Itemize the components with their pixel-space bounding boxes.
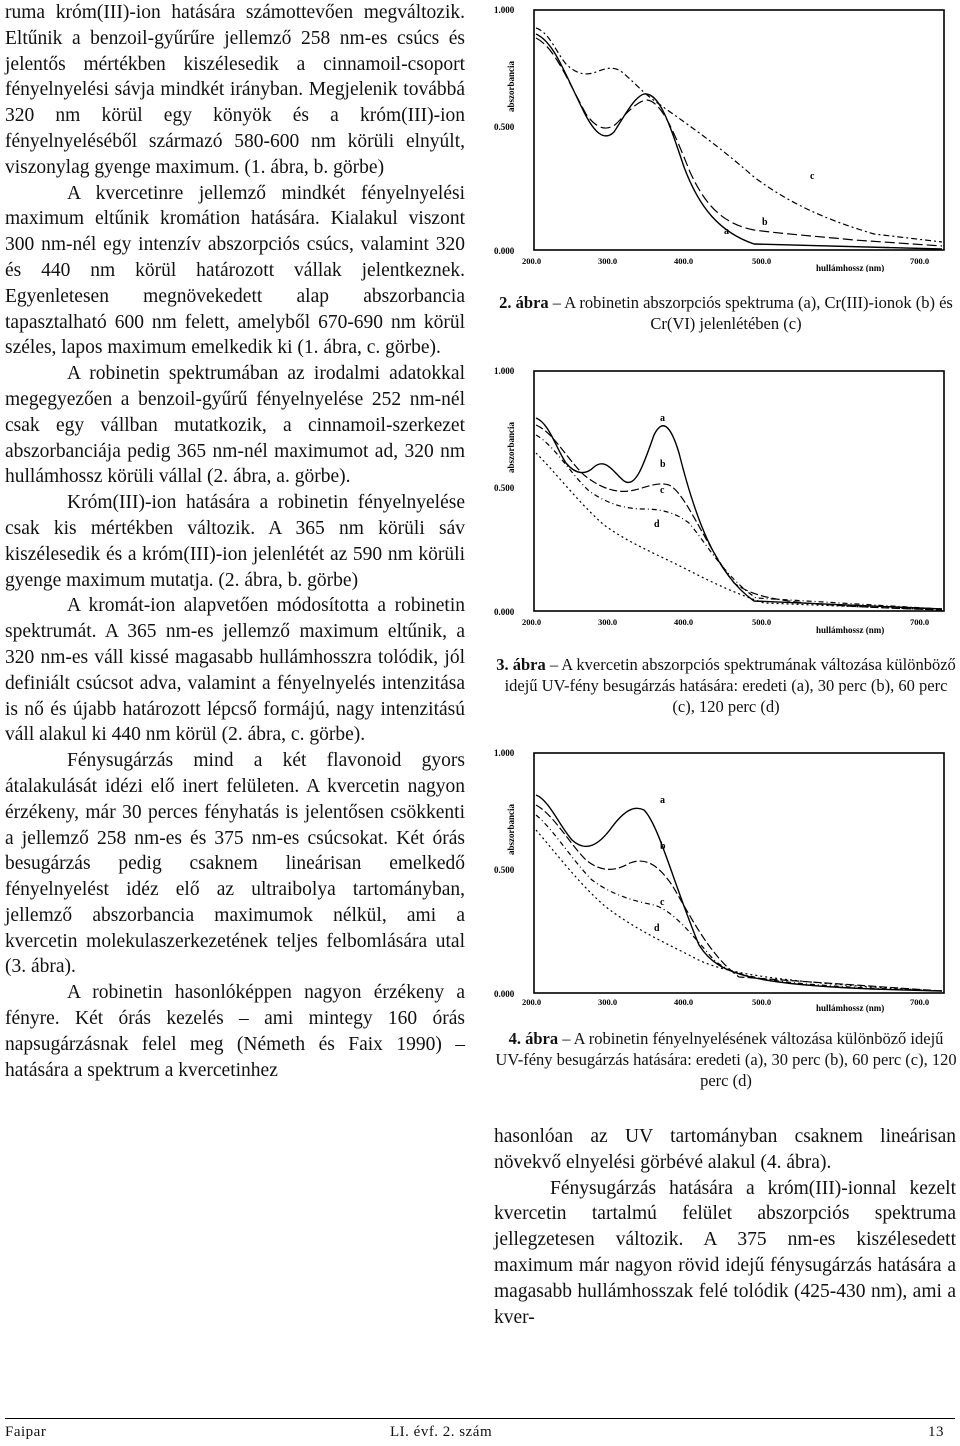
figure-2-caption	[494, 292, 958, 334]
x-tick-500: 500.0	[752, 617, 772, 627]
y-tick-min: 0.000	[494, 607, 515, 617]
y-tick-max: 1.000	[494, 5, 515, 15]
caption-2-number: 2. ábra	[499, 293, 549, 312]
y-tick-mid: 0.500	[494, 865, 515, 875]
curve-label-b: b	[762, 217, 768, 228]
y-axis-label: abszorbancia	[506, 421, 516, 473]
curve-label-b: b	[660, 841, 666, 852]
footer-volume: LI. évf. 2. szám	[390, 1424, 493, 1440]
y-tick-max: 1.000	[494, 748, 515, 758]
paragraph-6: Fénysugárzás mind a két flavonoid gyors átalakulását idézi elő inert felületen. A kvercetin nagyon érzékeny, már 30 perces fényhatás is jelentősen csökkenti a jellemző 258 nm-es és 375 nm-es csúcsokat. Két órás besugárzás pedig csaknem lineárisan emelkedő fényelnyelést idéz elő az ultraibolya tartományban, jellemző abszorbancia maximumok nélkül, ami a kvercetin molekulaszerkezetének teljes felbomlására utal (3. ábra).	[5, 750, 465, 978]
curve-label-c: c	[810, 171, 815, 182]
figure-4-chart	[494, 745, 954, 1013]
x-tick-500: 500.0	[752, 997, 772, 1007]
curve-label-a: a	[724, 226, 729, 237]
curve-label-c: c	[660, 897, 665, 908]
y-tick-mid: 0.500	[494, 483, 515, 493]
right-paragraph-2: Fénysugárzás hatására a króm(III)-ionnal kezelt kvercetin tartalmú felület abszorpciós spektruma jellegzetesen változik. A 375 nm-es kiszélesedett maximum már nagyon rövid idejű fénysugárzás hatására a magasabb hullámhosszak felé tolódik (425-430 nm), ami a kver-	[494, 1177, 956, 1328]
footer-rule	[5, 1418, 955, 1419]
paragraph-3: A robinetin spektrumában az irodalmi adatokkal megegyezően a benzoil-gyűrű fényelnyelése 252 nm-nél csak egy vállban mutatkozik, a cinnamoil-szerkezet abszorbanciája pedig 365 nm-nél maximumot ad, 320 nm hullámhossz körüli vállal (2. ábra, a. görbe).	[5, 363, 465, 488]
y-tick-min: 0.000	[494, 246, 515, 256]
figure-3-spectrum	[494, 363, 954, 635]
curve-label-c: c	[660, 485, 665, 496]
figure-3-caption	[494, 654, 958, 717]
figure-2-chart	[494, 2, 954, 272]
x-tick-300: 300.0	[598, 617, 618, 627]
curve-label-a: a	[660, 795, 665, 806]
caption-4-text: – A robinetin fényelnyelésének változása különböző idejű UV-fény besugárzás hatására: eredeti (a), 30 perc (b), 60 perc (c), 120 perc (d)	[495, 1029, 957, 1090]
x-tick-200: 200.0	[522, 256, 542, 266]
x-tick-400: 400.0	[674, 256, 694, 266]
x-tick-400: 400.0	[674, 617, 694, 627]
x-tick-700: 700.0	[910, 997, 930, 1007]
right-text-column	[494, 1124, 956, 1330]
y-axis-label: abszorbancia	[506, 803, 516, 855]
x-tick-300: 300.0	[598, 256, 618, 266]
y-tick-min: 0.000	[494, 989, 515, 999]
figure-4-spectrum	[494, 745, 954, 1013]
caption-3-number: 3. ábra	[496, 655, 546, 674]
paragraph-5: A kromát-ion alapvetően módosította a robinetin spektrumát. A 365 nm-es jellemző maximum eltűnik, a 320 nm-es váll kissé magasabb hullámhosszra tolódik, jól definiált csúcsot adva, valamint a fényelnyelés intenzitása is nő és újabb határozott lépcső formájú, nagy intenzitású váll alakul ki 440 nm körül (2. ábra, c. görbe).	[5, 595, 465, 746]
curve-label-d: d	[654, 519, 660, 530]
figure-3-chart	[494, 363, 954, 635]
figure-4-caption	[494, 1028, 958, 1091]
footer-page-number: 13	[928, 1424, 944, 1440]
x-tick-500: 500.0	[752, 256, 772, 266]
y-tick-max: 1.000	[494, 366, 515, 376]
caption-3-text: – A kvercetin abszorpciós spektrumának változása különböző idejű UV-fény besugárzás hatására: eredeti (a), 30 perc (b), 60 perc (c), 120 perc (d)	[504, 655, 956, 716]
curve-label-d: d	[654, 923, 660, 934]
left-text-column	[5, 0, 465, 1083]
x-tick-700: 700.0	[910, 256, 930, 266]
x-axis-label: hullámhossz (nm)	[816, 263, 885, 272]
x-axis-label: hullámhossz (nm)	[816, 1003, 885, 1013]
footer-journal: Faipar	[5, 1424, 47, 1440]
y-axis-label: abszorbancia	[506, 60, 516, 112]
paragraph-1: ruma króm(III)-ion hatására számottevően megváltozik. Eltűnik a benzoil-gyűrűre jellemző 258 nm-es csúcs és jelentős mértékben kiszélesedik a cinnamoil-csoport fényelnyelési sávja mindkét irányban. Megjelenik továbbá 320 nm körül egy könyök és a króm(III)-ion fényelnyeléséből származó 580-600 nm körüli elnyúlt, viszonylag gyenge maximum. (1. ábra, b. görbe)	[5, 2, 465, 178]
paragraph-2: A kvercetinre jellemző mindkét fényelnyelési maximum eltűnik kromátion hatására. Kialakul viszont 300 nm-nél egy intenzív abszorpciós csúcs, valamint 320 és 440 nm körül határozott vállak jelentkeznek. Egyenletesen megnövekedett alap abszorbancia tapasztalható 600 nm felett, amelyből 670-690 nm körül széles, lapos maximum emelkedik ki (1. ábra, c. görbe).	[5, 182, 465, 359]
curve-label-a: a	[660, 413, 665, 424]
x-tick-200: 200.0	[522, 997, 542, 1007]
right-paragraph-1: hasonlóan az UV tartományban csaknem lineárisan növekvő elnyelési görbévé alakul (4. ábra).	[494, 1126, 956, 1173]
figure-2-spectrum	[494, 2, 954, 272]
caption-2-text: – A robinetin abszorpciós spektruma (a), Cr(III)-ionok (b) és Cr(VI) jelenlétében (c)	[548, 293, 953, 333]
x-tick-200: 200.0	[522, 617, 542, 627]
x-tick-700: 700.0	[910, 617, 930, 627]
y-tick-mid: 0.500	[494, 122, 515, 132]
curve-label-b: b	[660, 459, 666, 470]
x-tick-300: 300.0	[598, 997, 618, 1007]
x-tick-400: 400.0	[674, 997, 694, 1007]
caption-4-number: 4. ábra	[508, 1029, 559, 1048]
x-axis-label: hullámhossz (nm)	[816, 625, 885, 635]
paragraph-7: A robinetin hasonlóképpen nagyon érzékeny a fényre. Két órás kezelés – ami mintegy 160 órás napsugárzásnak felel meg (Németh és Faix 1990) – hatására a spektrum a kvercetinhez	[5, 982, 465, 1081]
paragraph-4: Króm(III)-ion hatására a robinetin fényelnyelése csak kis mértékben változik. A 365 nm körüli sáv kiszélesedik és a króm(III)-ion jelenlétét az 590 nm körüli gyenge maximum mutatja. (2. ábra, b. görbe)	[5, 492, 465, 591]
